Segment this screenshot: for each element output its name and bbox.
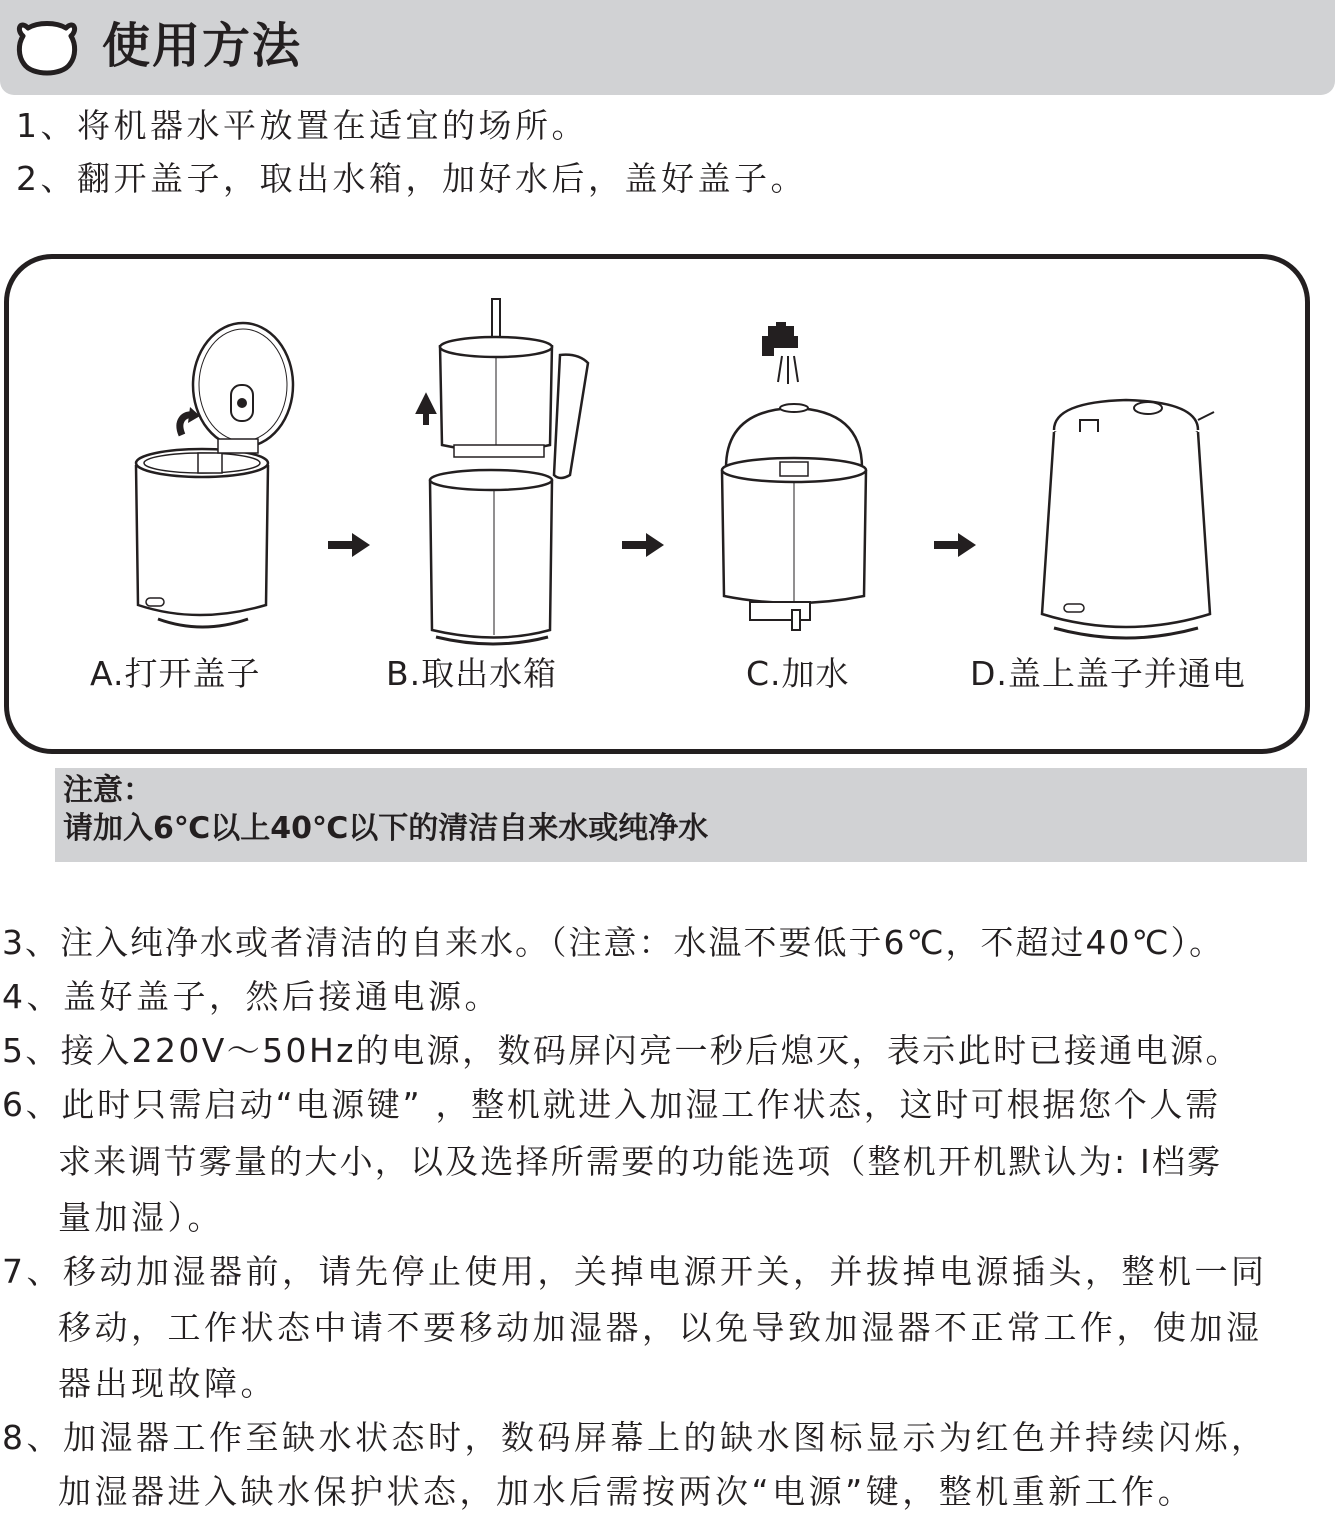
caption-add-water: C.加水: [746, 654, 850, 693]
humidifier-add-water-illustration: [712, 320, 882, 635]
note-text: 请加入6℃以上40℃以下的清洁自来水或纯净水: [63, 811, 709, 846]
note-box: [55, 768, 1307, 862]
step-7: 7、移动加湿器前，请先停止使用，关掉电源开关，并拔掉电源插头，整机一同: [2, 1252, 1268, 1291]
step-6-cont: 量加湿）。: [58, 1198, 224, 1237]
step-4: 4、盖好盖子，然后接通电源。: [2, 977, 501, 1016]
humidifier-closed-illustration: [1030, 390, 1220, 650]
step-5: 5、接入220V～50Hz的电源，数码屏闪亮一秒后熄灭，表示此时已接通电源。: [2, 1031, 1241, 1070]
intro-step: 1、将机器水平放置在适宜的场所。: [16, 106, 588, 145]
step-6-cont: 求来调节雾量的大小，以及选择所需要的功能选项（整机开机默认为: Ⅰ档雾: [58, 1142, 1223, 1181]
step-8: 8、加湿器工作至缺水状态时，数码屏幕上的缺水图标显示为红色并持续闪烁，: [2, 1418, 1268, 1457]
intro-step: 2、翻开盖子，取出水箱，加好水后，盖好盖子。: [16, 159, 807, 198]
section-header: [0, 0, 1335, 95]
caption-open-lid: A.打开盖子: [90, 654, 261, 693]
step-8-cont: 加湿器进入缺水保护状态，加水后需按两次“电源”键，整机重新工作。: [58, 1472, 1195, 1511]
step-7-cont: 移动，工作状态中请不要移动加湿器，以免导致加湿器不正常工作，使加湿: [58, 1308, 1263, 1347]
humidifier-tank-removed-illustration: [410, 295, 610, 650]
step-3: 3、注入纯净水或者清洁的自来水。（注意：水温不要低于6℃，不超过40℃）。: [2, 923, 1225, 962]
humidifier-lid-open-illustration: [118, 315, 303, 645]
step-7-cont: 器出现故障。: [58, 1364, 277, 1403]
bear-icon: [14, 14, 80, 80]
step-6: 6、此时只需启动“电源键” ，整机就进入加湿工作状态，这时可根据您个人需: [2, 1085, 1221, 1124]
arrow-right-icon: [622, 533, 664, 557]
arrow-right-icon: [934, 533, 976, 557]
caption-remove-tank: B.取出水箱: [386, 654, 558, 693]
arrow-right-icon: [328, 533, 370, 557]
note-title: 注意：: [63, 773, 153, 808]
caption-close-lid-power: D.盖上盖子并通电: [970, 654, 1246, 693]
page-title: 使用方法: [102, 18, 303, 74]
